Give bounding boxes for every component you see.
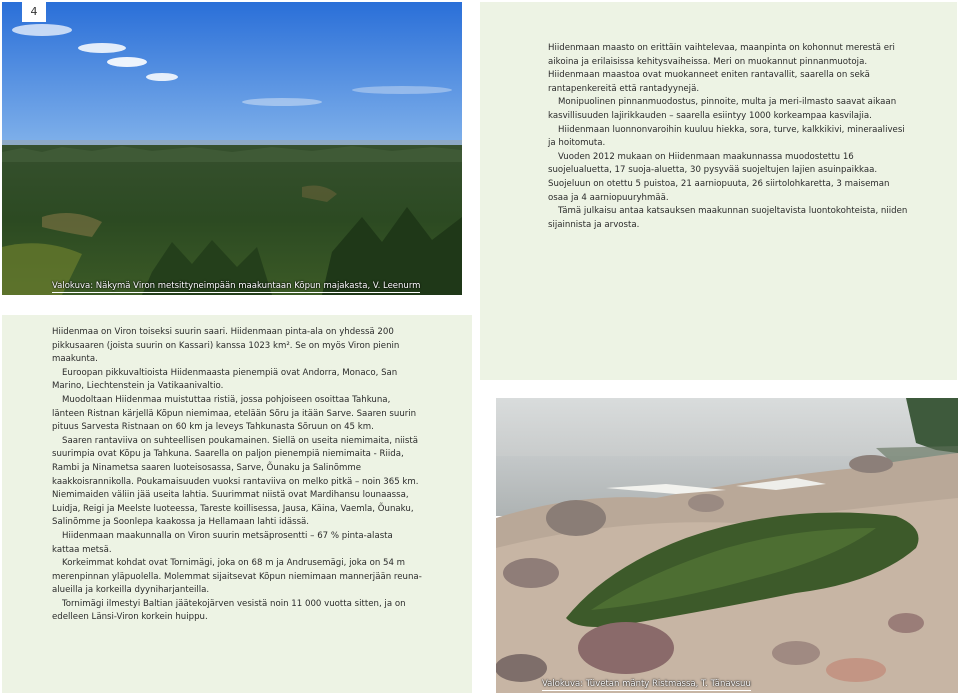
forest-photo <box>2 2 462 295</box>
main-paragraph: Korkeimmat kohdat ovat Tornimägi, joka on 68 m ja Andrusemägi, joka on 54 m merenpinnan yläpuolella. Molemmat sijaitsevat Kõpun niemimaan mannerjään reuna-alueilla ja korkeilla dyyniharjanteilla. <box>52 558 422 596</box>
main-text <box>52 326 422 625</box>
main-paragraph: Muodoltaan Hiidenmaa muistuttaa ristiä, jossa pohjoiseen osoittaa Tahkuna, länteen Ristnan kärjellä Kõpun niemimaa, etelään Sõru ja itään Sarve. Saaren suurin pituus Sarvesta Ristnaan on 60 km ja leveys Tahkunasta Sõruun on 45 km. <box>52 394 417 433</box>
intro-paragraph: Tämä julkaisu antaa katsauksen maakunnan suojeltavista luontokohteista, niiden sijainnista ja arvosta. <box>548 206 908 230</box>
main-paragraph: Tornimägi ilmestyi Baltian jäätekojärven vesistä noin 11 000 vuotta sitten, ja on edelleen Länsi-Viron korkein huippu. <box>52 598 406 623</box>
shore-photo <box>496 398 958 693</box>
intro-paragraph: Monipuolinen pinnanmuodostus, pinnoite, multa ja meri-ilmasto saavat aikaan kasvillisuuden lajirikkauden – saarella esiintyy 1000 korkeampaa kasvilajia. <box>548 97 897 121</box>
page-number-left: 4 <box>22 2 46 22</box>
main-paragraph: Hiidenmaa on Viron toiseksi suurin saari. Hiidenmaan pinta-ala on yhdessä 200 pikkusaaren (joista suurin on Kassari) kanssa 1023 km². Se on myös Viron pienin maakunta. <box>52 327 400 365</box>
intro-text <box>548 42 908 232</box>
shore-photo-caption: Valokuva: Tüvetan mänty Ristmassa, T. Tänavsuu <box>542 679 751 689</box>
intro-paragraph: Hiidenmaan luonnonvaroihin kuuluu hiekka, sora, turve, kalkkikivi, mineraalivesi ja hoitomuta. <box>548 124 905 149</box>
main-paragraph: Saaren rantaviiva on suhteellisen poukamainen. Siellä on useita niemimaita, niistä suurimpia ovat Kõpu ja Tahkuna. Saarella on paljon pienempiä niemimaita - Riida, Rambi ja Ninametsa saaren luoteisosassa, Sarve, Õunaku ja Salinõmme kaakkoisrannikolla. Poukamaisuuden vuoksi rantaviiva on melko pitkä – noin 365 km. Niemimaiden väliin jää useita lahtia. Suurimmat niistä ovat Mardihansu lounaassa, Luidja, Reigi ja Meelste luoteessa, Tareste koillisessa, Jausa, Käina, Vaemla, Õunaku, Salinõmme ja Soonlepa kaakossa ja Hellamaan lahti idässä. <box>52 435 419 528</box>
main-paragraph: Euroopan pikkuvaltioista Hiidenmaasta pienempiä ovat Andorra, Monaco, San Marino, Liechtenstein ja Vatikaanivaltio. <box>52 367 398 392</box>
intro-text-panel <box>480 2 957 380</box>
main-paragraph: Hiidenmaan maakunnalla on Viron suurin metsäprosentti – 67 % pinta-alasta kattaa metsä. <box>52 530 393 555</box>
intro-paragraph: Hiidenmaan maasto on erittäin vaihtelevaa, maanpinta on kohonnut merestä eri aikoina ja erilaisissa kehitysvaiheissa. Meri on muokannut pinnanmuotoja. Hiidenmaan maastoa ovat muokanneet eniten rantavallit, saarella on sekä rantapenkereitä että rantadyynejä. <box>548 43 895 94</box>
forest-photo-caption: Valokuva: Näkymä Viron metsittyneimpään maakuntaan Kõpun majakasta, V. Leenurm <box>52 281 421 291</box>
main-text-panel <box>2 315 472 693</box>
intro-paragraph: Vuoden 2012 mukaan on Hiidenmaan maakunnassa muodostettu 16 suojelualuetta, 17 suoja-aluetta, 30 pysyvää suojeltujen lajien asuinpaikkaa. Suojeluun on otettu 5 puistoa, 21 aarniopuuta, 26 siirtolohkaretta, 3 maiseman osaa ja 4 aarniopuuryhmää. <box>548 151 890 203</box>
